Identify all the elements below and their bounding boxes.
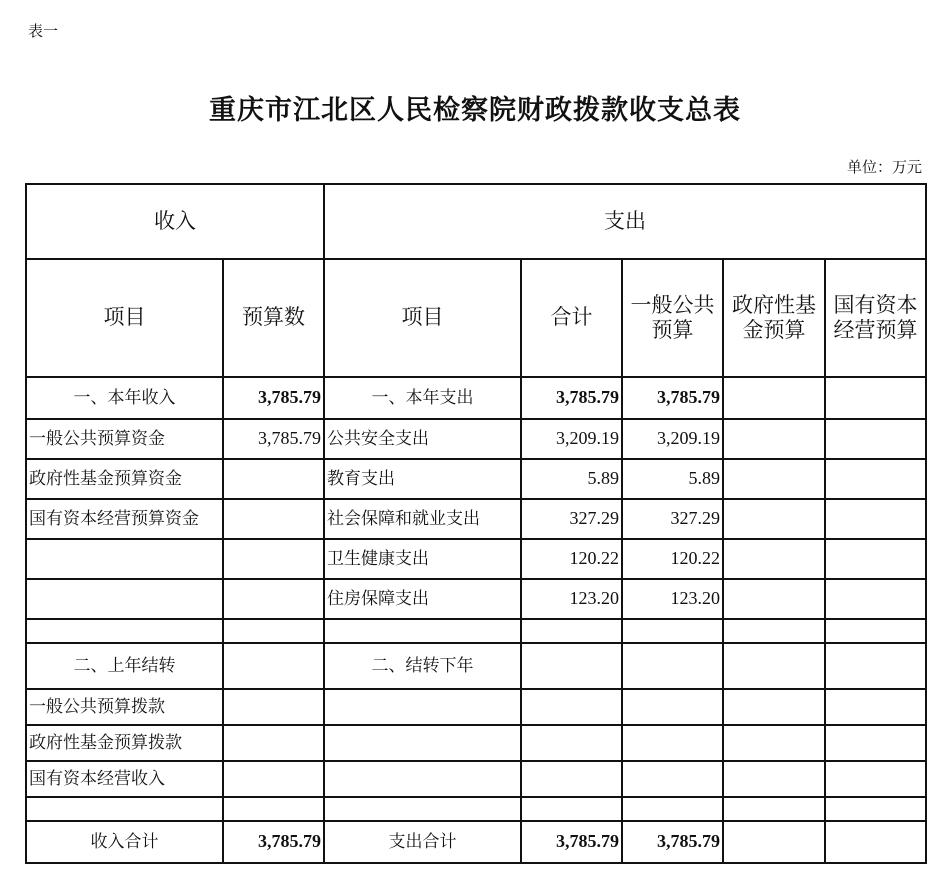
gov-fund-cell xyxy=(723,459,825,499)
general-budget-cell xyxy=(622,619,723,643)
income-item-cell xyxy=(26,797,223,821)
table-row xyxy=(26,643,926,689)
table-tag: 表一 xyxy=(28,22,59,40)
general-budget-cell: 120.22 xyxy=(622,539,723,579)
gov-fund-cell xyxy=(723,725,825,761)
table-row xyxy=(26,499,926,539)
general-budget-cell: 3,785.79 xyxy=(622,821,723,863)
table-row xyxy=(26,821,926,863)
table-body xyxy=(26,377,926,863)
state-capital-cell xyxy=(825,579,926,619)
state-capital-cell xyxy=(825,643,926,689)
total-cell xyxy=(521,689,622,725)
general-budget-cell: 327.29 xyxy=(622,499,723,539)
total-cell: 3,209.19 xyxy=(521,419,622,459)
income-item-cell: 政府性基金预算拨款 xyxy=(26,725,223,761)
income-budget-cell xyxy=(223,797,324,821)
table-row xyxy=(26,797,926,821)
expense-item-cell xyxy=(324,761,521,797)
income-item-cell xyxy=(26,579,223,619)
expense-item-cell xyxy=(324,689,521,725)
table-row xyxy=(26,761,926,797)
income-budget-header: 预算数 xyxy=(223,259,324,377)
expense-item-cell: 卫生健康支出 xyxy=(324,539,521,579)
table-row xyxy=(26,725,926,761)
income-budget-cell xyxy=(223,689,324,725)
income-item-cell: 收入合计 xyxy=(26,821,223,863)
state-capital-cell xyxy=(825,539,926,579)
income-item-cell: 一般公共预算资金 xyxy=(26,419,223,459)
state-capital-header: 国有资本经营预算 xyxy=(825,259,926,377)
table-row xyxy=(26,619,926,643)
expense-item-cell: 公共安全支出 xyxy=(324,419,521,459)
total-cell: 3,785.79 xyxy=(521,821,622,863)
general-budget-cell xyxy=(622,689,723,725)
total-cell: 123.20 xyxy=(521,579,622,619)
total-header: 合计 xyxy=(521,259,622,377)
expense-item-header: 项目 xyxy=(324,259,521,377)
expense-item-cell xyxy=(324,725,521,761)
income-item-cell: 一般公共预算拨款 xyxy=(26,689,223,725)
income-item-cell: 二、上年结转 xyxy=(26,643,223,689)
table-row xyxy=(26,419,926,459)
gov-fund-cell xyxy=(723,821,825,863)
gov-fund-cell xyxy=(723,539,825,579)
gov-fund-cell xyxy=(723,619,825,643)
total-cell xyxy=(521,761,622,797)
total-cell xyxy=(521,797,622,821)
general-budget-cell xyxy=(622,797,723,821)
gov-fund-cell xyxy=(723,797,825,821)
table-row xyxy=(26,459,926,499)
general-budget-cell xyxy=(622,643,723,689)
total-cell xyxy=(521,619,622,643)
expense-item-cell xyxy=(324,619,521,643)
state-capital-cell xyxy=(825,689,926,725)
total-cell: 3,785.79 xyxy=(521,377,622,419)
unit-label: 单位：万元 xyxy=(846,158,922,176)
state-capital-cell xyxy=(825,725,926,761)
state-capital-cell xyxy=(825,619,926,643)
total-cell: 120.22 xyxy=(521,539,622,579)
income-item-cell: 国有资本经营预算资金 xyxy=(26,499,223,539)
general-budget-cell: 5.89 xyxy=(622,459,723,499)
state-capital-cell xyxy=(825,459,926,499)
expense-header: 支出 xyxy=(324,184,926,259)
table-row xyxy=(26,539,926,579)
income-budget-cell xyxy=(223,725,324,761)
income-budget-cell xyxy=(223,761,324,797)
gov-fund-cell xyxy=(723,643,825,689)
general-budget-cell xyxy=(622,761,723,797)
income-item-cell xyxy=(26,619,223,643)
general-budget-cell: 3,785.79 xyxy=(622,377,723,419)
income-budget-cell xyxy=(223,619,324,643)
state-capital-cell xyxy=(825,797,926,821)
gov-fund-cell xyxy=(723,377,825,419)
income-budget-cell xyxy=(223,579,324,619)
expense-item-cell: 住房保障支出 xyxy=(324,579,521,619)
income-item-cell: 一、本年收入 xyxy=(26,377,223,419)
total-cell xyxy=(521,643,622,689)
total-cell: 327.29 xyxy=(521,499,622,539)
gov-fund-cell xyxy=(723,579,825,619)
gov-fund-cell xyxy=(723,419,825,459)
total-cell: 5.89 xyxy=(521,459,622,499)
income-budget-cell xyxy=(223,499,324,539)
expense-item-cell: 一、本年支出 xyxy=(324,377,521,419)
gov-fund-cell xyxy=(723,761,825,797)
page-title: 重庆市江北区人民检察院财政拨款收支总表 xyxy=(209,95,741,126)
income-item-cell: 国有资本经营收入 xyxy=(26,761,223,797)
table-row xyxy=(26,579,926,619)
expense-item-cell: 二、结转下年 xyxy=(324,643,521,689)
state-capital-cell xyxy=(825,419,926,459)
total-cell xyxy=(521,725,622,761)
expense-item-cell: 支出合计 xyxy=(324,821,521,863)
budget-table xyxy=(25,183,927,864)
table-row xyxy=(26,377,926,419)
income-budget-cell: 3,785.79 xyxy=(223,419,324,459)
general-budget-cell: 123.20 xyxy=(622,579,723,619)
gov-fund-cell xyxy=(723,499,825,539)
expense-item-cell: 社会保障和就业支出 xyxy=(324,499,521,539)
income-item-cell xyxy=(26,539,223,579)
income-budget-cell: 3,785.79 xyxy=(223,821,324,863)
income-budget-cell xyxy=(223,643,324,689)
expense-item-cell: 教育支出 xyxy=(324,459,521,499)
state-capital-cell xyxy=(825,499,926,539)
expense-item-cell xyxy=(324,797,521,821)
gov-fund-cell xyxy=(723,689,825,725)
income-budget-cell xyxy=(223,539,324,579)
income-budget-cell: 3,785.79 xyxy=(223,377,324,419)
general-budget-header: 一般公共预算 xyxy=(622,259,723,377)
income-item-cell: 政府性基金预算资金 xyxy=(26,459,223,499)
general-budget-cell xyxy=(622,725,723,761)
state-capital-cell xyxy=(825,761,926,797)
table-row xyxy=(26,689,926,725)
gov-fund-header: 政府性基金预算 xyxy=(723,259,825,377)
state-capital-cell xyxy=(825,377,926,419)
general-budget-cell: 3,209.19 xyxy=(622,419,723,459)
income-header: 收入 xyxy=(26,184,324,259)
state-capital-cell xyxy=(825,821,926,863)
income-item-header: 项目 xyxy=(26,259,223,377)
income-budget-cell xyxy=(223,459,324,499)
